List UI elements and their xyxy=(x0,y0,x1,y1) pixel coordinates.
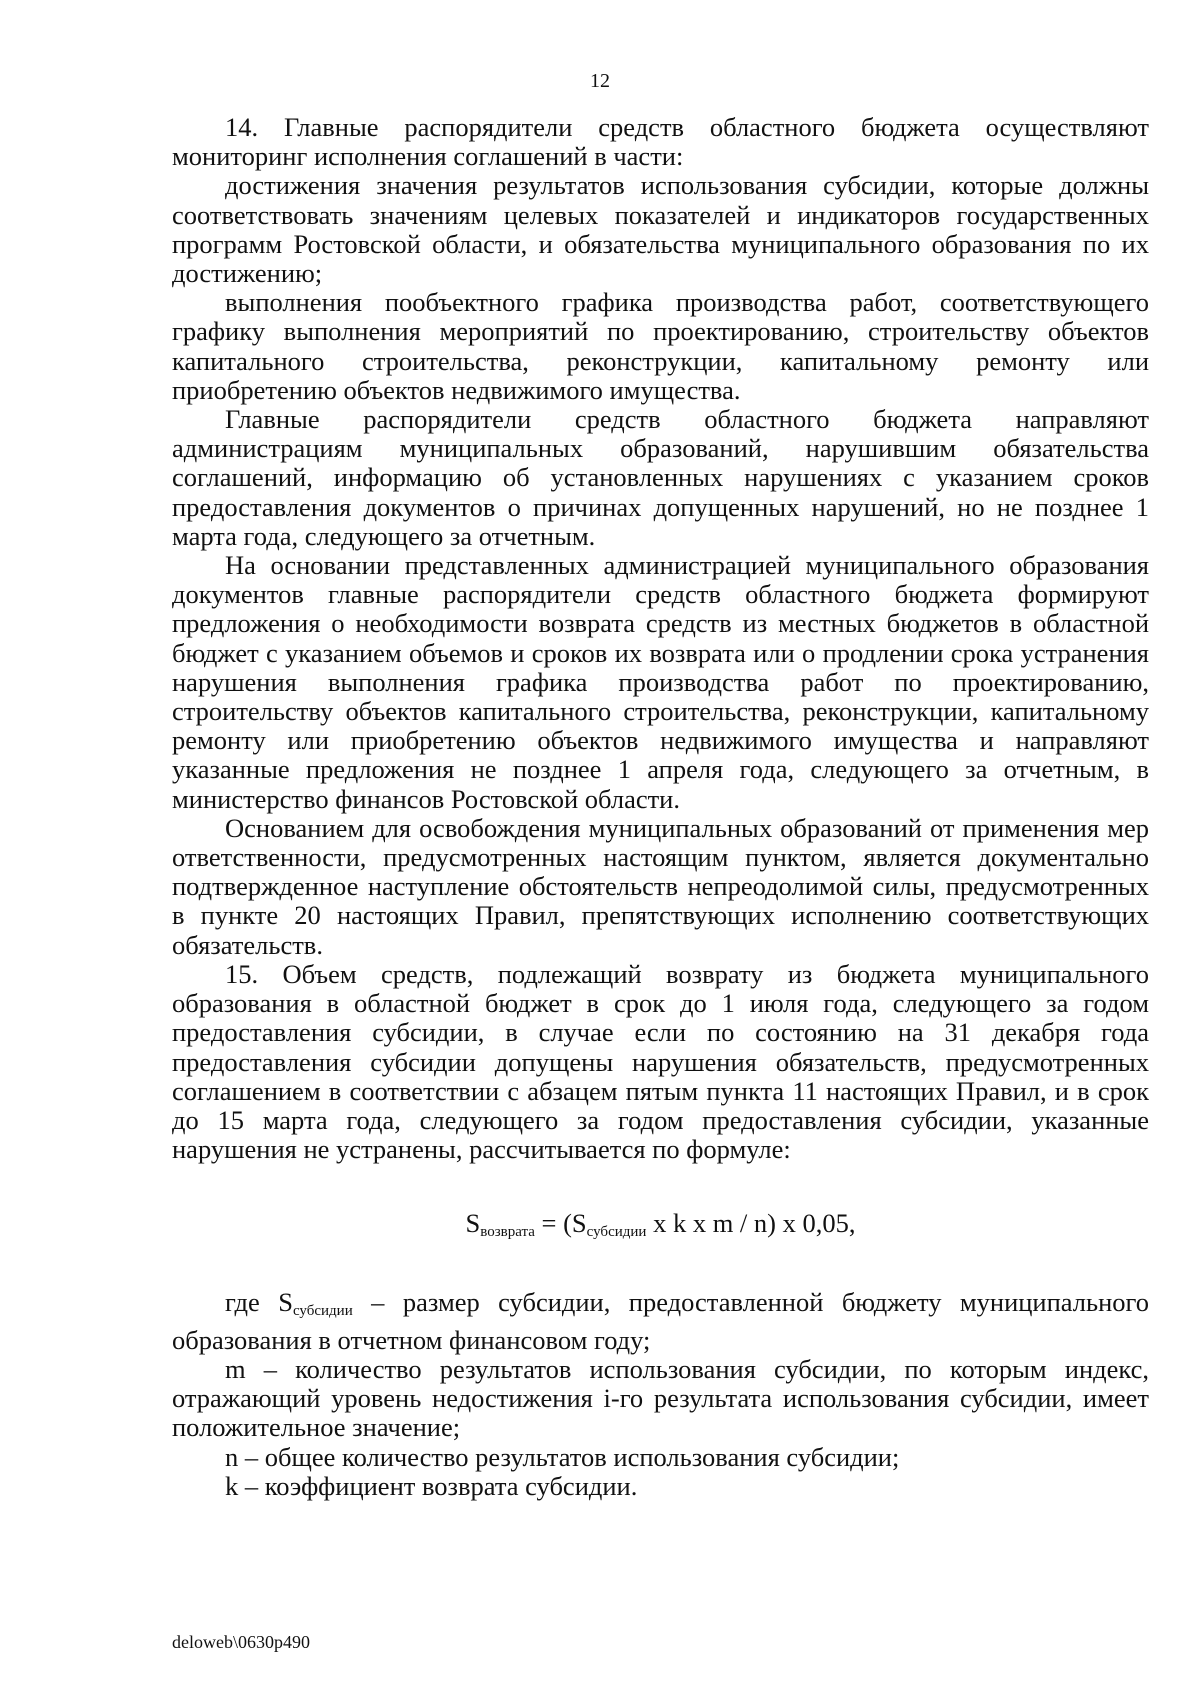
paragraph-15-return-volume: 15. Объем средств, подлежащий возврату из бюджета муниципального образования в областной бюджет в срок до 1 июля года, следующего за годом предоставления субсидии, в случае если по состоянию на 31 декабря года предоставления субсидии допущены нарушения обязательств, предусмотренных соглашением в соответствии с абзацем пятым пункта 11 настоящих Правил, и в срок до 15 марта года, следующего за годом предоставления субсидии, указанные нарушения не устранены, рассчитывается по формуле: xyxy=(172,958,1149,1165)
definition-s-subsidy xyxy=(172,1288,1149,1355)
formula-lhs: S xyxy=(465,1208,481,1239)
document-body xyxy=(172,113,1149,1501)
paragraph-results-achievement: достижения значения результатов использования субсидии, которые должны соответствовать значениям целевых показателей и индикаторов государственных программ Ростовской области, и обязательства муниципального образования по их достижению; xyxy=(172,170,1149,289)
return-formula xyxy=(172,1209,1149,1247)
formula-eq-open: = (S xyxy=(534,1208,587,1239)
definition-k: k – коэффициент возврата субсидии. xyxy=(225,1470,638,1501)
document-footer-code: deloweb\0630p490 xyxy=(172,1632,310,1652)
definition-n: n – общее количество результатов использования субсидии; xyxy=(225,1441,900,1472)
formula-lhs-subscript: возврата xyxy=(480,1224,535,1241)
paragraph-schedule-execution: выполнения пообъектного графика производства работ, соответствующего графику выполнения мероприятий по проектированию, строительству объектов капитального строительства, реконструкции, капитальному ремонту или приобретению объектов недвижимого имущества. xyxy=(172,287,1149,405)
paragraph-force-majeure: Основанием для освобождения муниципальных образований от применения мер ответственности, предусмотренных настоящим пунктом, является документально подтвержденное наступление обстоятельств непреодолимой силы, предусмотренных в пункте 20 настоящих Правил, препятствующих исполнению соответствующих обязательств. xyxy=(172,812,1149,960)
definition-m: m – количество результатов использования субсидии, по которым индекс, отражающий уровень недостижения i-го результата использования субсидии, имеет положительное значение; xyxy=(172,1353,1149,1443)
paragraph-14-intro: 14. Главные распорядители средств областного бюджета осуществляют мониторинг исполнения соглашений в части: xyxy=(172,112,1149,172)
formula-rest: x k x m / n) x 0,05, xyxy=(646,1208,856,1239)
definition-s-prefix: где S xyxy=(225,1286,293,1317)
paragraph-return-proposals: На основании представленных администрацией муниципального образования документов главные распорядители средств областного бюджета формируют предложения о необходимости возврата средств из местных бюджетов в областной бюджет с указанием объемов и сроков их возврата или о продлении срока устранения нарушения выполнения графика производства работ по проектированию, строительству объектов капитального строительства, реконструкции, капитальному ремонту или приобретению объектов недвижимого имущества и направляют указанные предложения не позднее 1 апреля года, следующего за отчетным, в министерство финансов Ростовской области. xyxy=(172,550,1149,814)
page-number: 12 xyxy=(590,70,610,92)
paragraph-violation-notice: Главные распорядители средств областного бюджета направляют администрациям муниципальных образований, нарушившим обязательства соглашений, информацию об установленных нарушениях с указанием сроков предоставления документов о причинах допущенных нарушений, но не позднее 1 марта года, следующего за отчетным. xyxy=(172,404,1149,551)
definition-s-subscript: субсидии xyxy=(292,1302,353,1319)
definition-s-text: – размер субсидии, предоставленной бюджету муниципального образования в отчетном финансовом году; xyxy=(172,1286,1149,1355)
formula-rhs-subscript: субсидии xyxy=(586,1224,647,1241)
